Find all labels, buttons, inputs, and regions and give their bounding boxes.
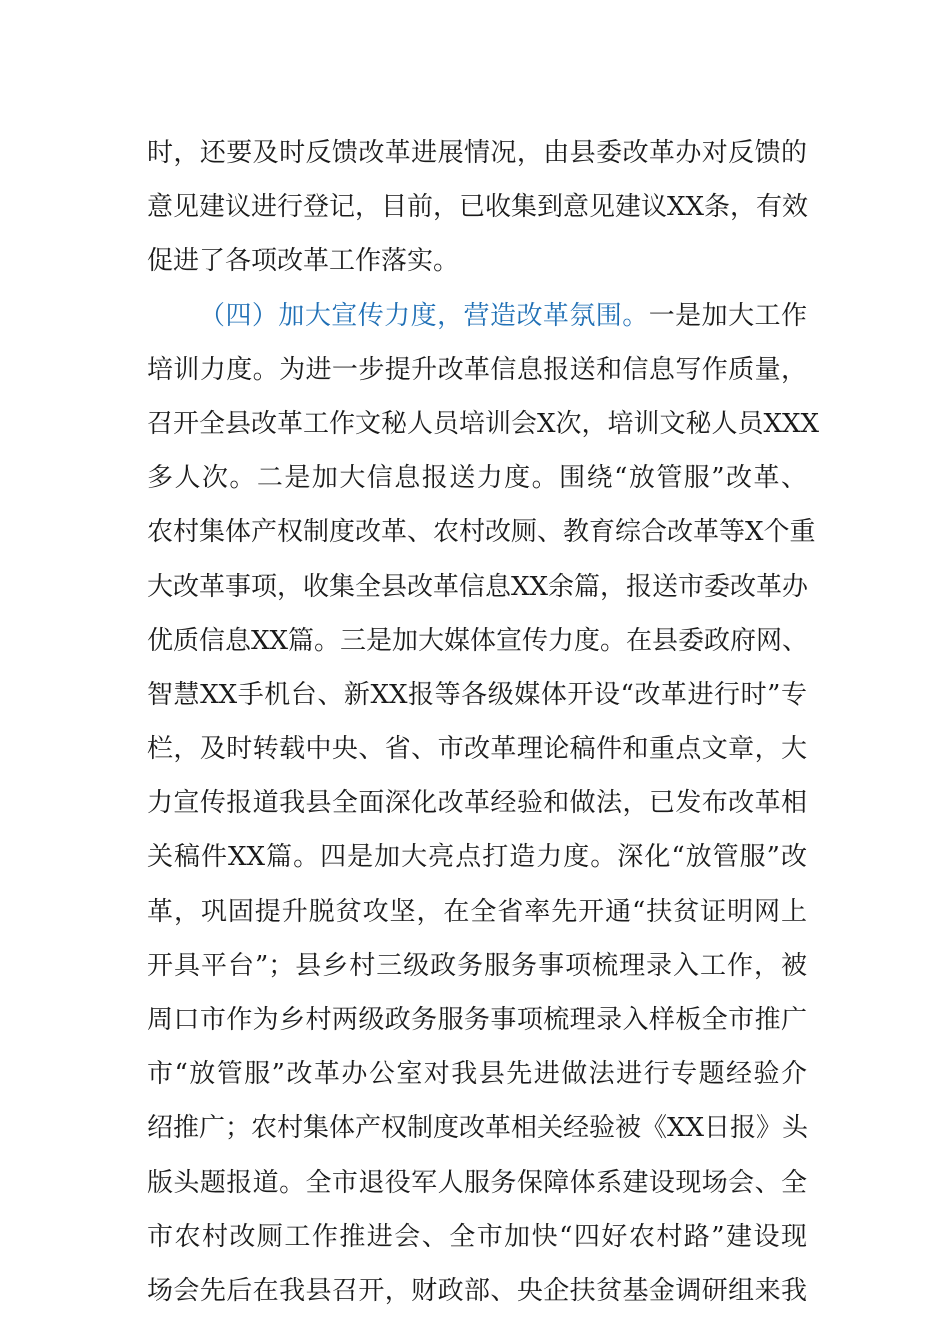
text-line: 时，还要及时反馈改革进展情况，由县委改革办对反馈的 [147,138,807,168]
section-heading-line [147,289,807,343]
text-line: 市“放管服”改革办公室对我县先进做法进行专题经验介 [147,1059,807,1090]
text-line: 栏，及时转载中央、省、市改革理论稿件和重点文章，大 [147,734,807,765]
text-line: 革，巩固提升脱贫攻坚，在全省率先开通“扶贫证明网上 [147,896,807,927]
section-heading: （四）加大宣传力度，营造改革氛围。 [199,300,649,331]
text-line: 召开全县改革工作文秘人员培训会X次，培训文秘人员XXX [147,408,820,439]
text-line: 开具平台”；县乡村三级政务服务事项梳理录入工作，被 [147,950,807,981]
text-line: 市农村改厕工作推进会、全市加快“四好农村路”建设现 [147,1221,807,1252]
text-line: 多人次。二是加大信息报送力度。围绕“放管服”改革、 [147,463,807,494]
section-heading-tail: 一是加大工作 [648,300,807,331]
text-line: 意见建议进行登记，目前，已收集到意见建议XX条，有效 [147,192,809,223]
text-line: 促进了各项改革工作落实。 [147,246,460,277]
text-line: 周口市作为乡村两级政务服务事项梳理录入样板全市推广 [147,1005,807,1035]
text-line: 农村集体产权制度改革、农村改厕、教育综合改革等X个重 [147,517,816,548]
text-line: 关稿件XX篇。四是加大亮点打造力度。深化“放管服”改 [147,842,807,873]
document-body [147,126,820,1318]
text-line: 智慧XX手机台、新XX报等各级媒体开设“改革进行时”专 [147,679,807,710]
text-line: 大改革事项，收集全县改革信息XX余篇，报送市委改革办 [147,571,809,602]
text-line: 培训力度。为进一步提升改革信息报送和信息写作质量， [147,354,807,385]
text-line: 绍推广；农村集体产权制度改革相关经验被《XX日报》头 [147,1113,809,1144]
text-line: 优质信息XX篇。三是加大媒体宣传力度。在县委政府网、 [147,625,809,656]
text-line: 力宣传报道我县全面深化改革经验和做法，已发布改革相 [147,788,807,819]
text-line: 版头题报道。全市退役军人服务保障体系建设现场会、全 [147,1167,807,1198]
text-line: 场会先后在我县召开，财政部、央企扶贫基金调研组来我 [147,1275,807,1306]
